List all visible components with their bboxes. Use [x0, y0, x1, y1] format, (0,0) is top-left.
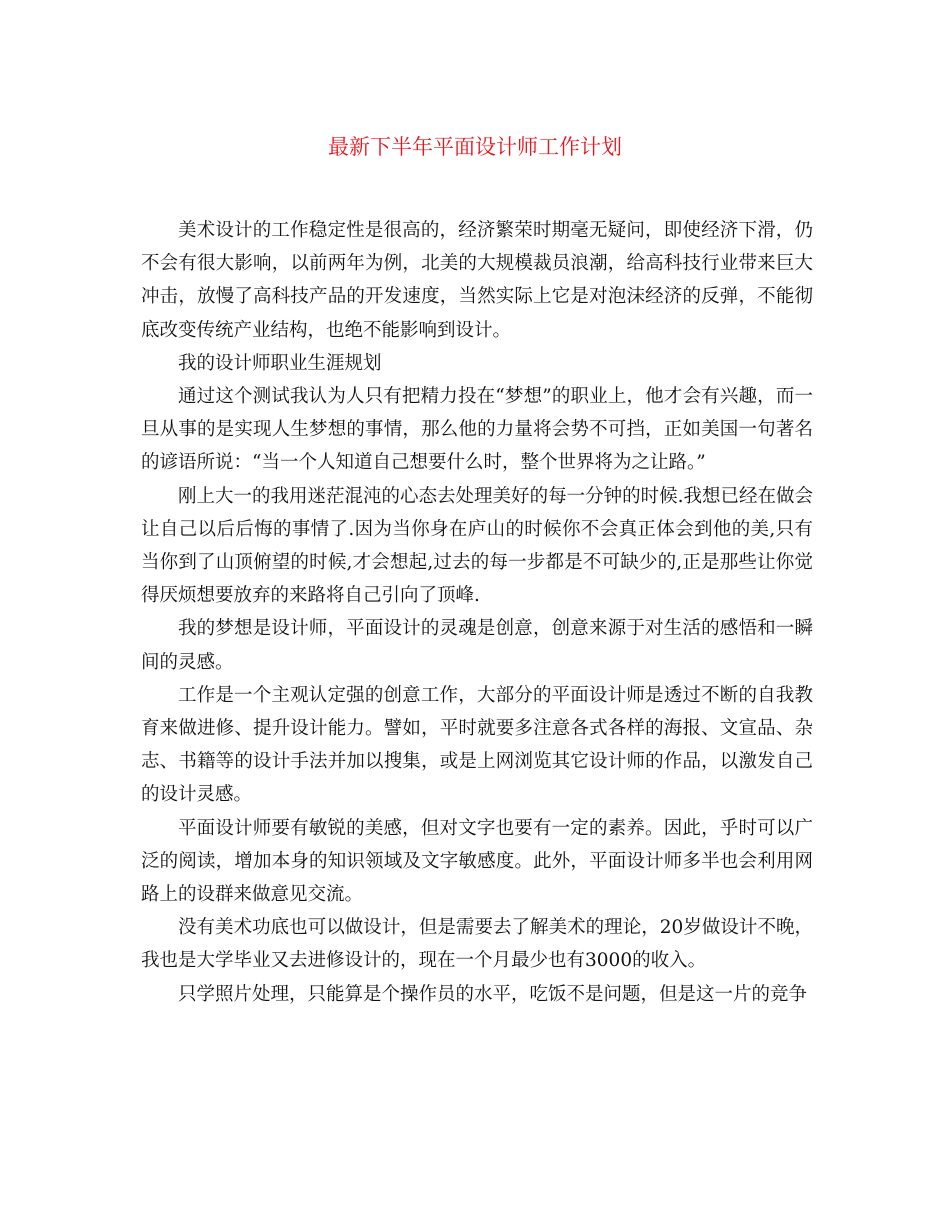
paragraph: 没有美术功底也可以做设计，但是需要去了解美术的理论，20岁做设计不晚，我也是大学毕业又去进修设计的，现在一个月最少也有3000的收入。: [141, 917, 813, 972]
document-body: [141, 214, 813, 1011]
paragraph: 通过这个测试我认为人只有把精力投在“梦想”的职业上，他才会有兴趣，而一旦从事的是实现人生梦想的事情，那么他的力量将会势不可挡，正如美国一句著名的谚语所说：“当一个人知道自己想要什么时，整个世界将为之让路。”: [141, 386, 813, 474]
paragraph: 只学照片处理，只能算是个操作员的水平，吃饭不是问题，但是这一片的竞争: [178, 983, 808, 1005]
paragraph: 我的梦想是设计师，平面设计的灵魂是创意，创意来源于对生活的感悟和一瞬间的灵感。: [141, 618, 813, 673]
section-heading: 我的设计师职业生涯规划: [178, 352, 382, 374]
document-title: 最新下半年平面设计师工作计划: [328, 135, 622, 159]
paragraph: 工作是一个主观认定强的创意工作，大部分的平面设计师是透过不断的自我教育来做进修、提升设计能力。譬如，平时就要多注意各式各样的海报、文宣品、杂志、书籍等的设计手法并加以搜集，或是上网浏览其它设计师的作品，以激发自己的设计灵感。: [141, 684, 813, 806]
paragraph: 美术设计的工作稳定性是很高的，经济繁荣时期毫无疑问，即使经济下滑，仍不会有很大影响，以前两年为例，北美的大规模裁员浪潮，给高科技行业带来巨大冲击，放慢了高科技产品的开发速度，当然实际上它是对泡沫经济的反弹，不能彻底改变传统产业结构，也绝不能影响到设计。: [141, 220, 813, 341]
paragraph: 刚上大一的我用迷茫混沌的心态去处理美好的每一分钟的时候.我想已经在做会让自己以后后悔的事情了.因为当你身在庐山的时候你不会真正体会到他的美,只有当你到了山顶俯望的时候,才会想起,过去的每一步都是不可缺少的,正是那些让你觉得厌烦想要放弃的来路将自己引向了顶峰.: [141, 485, 813, 607]
paragraph: 平面设计师要有敏锐的美感，但对文字也要有一定的素养。因此，乎时可以广泛的阅读，增加本身的知识领域及文字敏感度。此外，平面设计师多半也会利用网路上的设群来做意见交流。: [141, 817, 813, 906]
